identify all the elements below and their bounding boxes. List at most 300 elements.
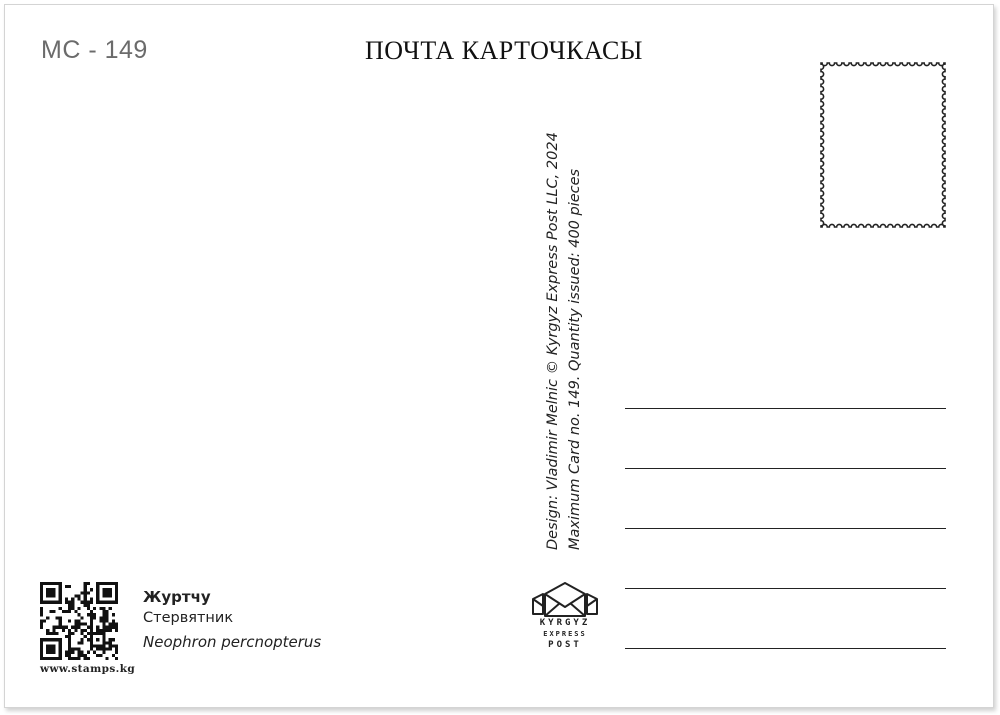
qr-module bbox=[40, 607, 43, 610]
qr-module bbox=[102, 607, 105, 610]
qr-module bbox=[74, 657, 77, 660]
qr-module bbox=[77, 613, 80, 616]
qr-module bbox=[59, 588, 62, 591]
qr-module bbox=[112, 613, 115, 616]
qr-module bbox=[74, 623, 77, 626]
qr-module bbox=[77, 623, 80, 626]
qr-module bbox=[52, 582, 55, 585]
qr-module bbox=[109, 623, 112, 626]
qr-module bbox=[49, 601, 52, 604]
qr-module bbox=[65, 654, 68, 657]
qr-module bbox=[65, 635, 68, 638]
qr-module bbox=[96, 629, 99, 632]
qr-module bbox=[112, 619, 115, 622]
qr-module bbox=[102, 635, 105, 638]
qr-module bbox=[49, 588, 52, 591]
qr-module bbox=[74, 594, 77, 597]
qr-module bbox=[90, 619, 93, 622]
qr-module bbox=[112, 601, 115, 604]
qr-module bbox=[84, 604, 87, 607]
qr-module bbox=[90, 635, 93, 638]
qr-module bbox=[40, 610, 43, 613]
qr-module bbox=[109, 594, 112, 597]
qr-module bbox=[40, 613, 43, 616]
qr-module bbox=[93, 644, 96, 647]
species-name-latin: Neophron percnopterus bbox=[143, 633, 322, 651]
qr-module bbox=[87, 604, 90, 607]
qr-module bbox=[87, 582, 90, 585]
qr-module bbox=[84, 635, 87, 638]
qr-module bbox=[40, 654, 43, 657]
species-name-kyrgyz: Журтчу bbox=[143, 588, 211, 606]
qr-module bbox=[62, 626, 65, 629]
qr-module bbox=[87, 601, 90, 604]
qr-module bbox=[84, 582, 87, 585]
qr-module bbox=[90, 632, 93, 635]
qr-module bbox=[46, 591, 49, 594]
qr-module bbox=[90, 626, 93, 629]
qr-module bbox=[68, 629, 71, 632]
logo-line-3: POST bbox=[548, 640, 582, 650]
qr-module bbox=[40, 638, 43, 641]
qr-module bbox=[40, 651, 43, 654]
qr-module bbox=[96, 654, 99, 657]
address-line bbox=[625, 588, 946, 589]
qr-module bbox=[99, 582, 102, 585]
qr-module bbox=[46, 638, 49, 641]
qr-module bbox=[102, 616, 105, 619]
stamp-perforated-border bbox=[821, 63, 945, 227]
address-line bbox=[625, 528, 946, 529]
qr-module bbox=[102, 644, 105, 647]
qr-module bbox=[115, 648, 118, 651]
qr-module bbox=[81, 654, 84, 657]
logo-line-1: KYRGYZ bbox=[539, 618, 591, 628]
qr-module bbox=[59, 616, 62, 619]
qr-module bbox=[59, 594, 62, 597]
qr-module bbox=[87, 632, 90, 635]
qr-module bbox=[43, 657, 46, 660]
qr-module bbox=[52, 648, 55, 651]
qr-module bbox=[62, 629, 65, 632]
qr-module bbox=[59, 638, 62, 641]
qr-module bbox=[59, 626, 62, 629]
qr-module bbox=[71, 657, 74, 660]
qr-module bbox=[40, 582, 43, 585]
qr-code-icon bbox=[40, 582, 118, 660]
stamp-placeholder-icon bbox=[818, 60, 948, 230]
species-caption bbox=[143, 588, 321, 651]
qr-module bbox=[109, 641, 112, 644]
qr-module bbox=[52, 638, 55, 641]
qr-module bbox=[96, 644, 99, 647]
qr-module bbox=[56, 632, 59, 635]
qr-module bbox=[81, 616, 84, 619]
qr-module bbox=[102, 632, 105, 635]
qr-module bbox=[115, 601, 118, 604]
qr-module bbox=[68, 644, 71, 647]
qr-module bbox=[87, 591, 90, 594]
qr-module bbox=[68, 610, 71, 613]
qr-module bbox=[84, 585, 87, 588]
qr-module bbox=[109, 644, 112, 647]
qr-module bbox=[81, 641, 84, 644]
qr-module bbox=[84, 588, 87, 591]
qr-module bbox=[115, 582, 118, 585]
qr-module bbox=[87, 613, 90, 616]
qr-module bbox=[71, 601, 74, 604]
qr-module bbox=[115, 588, 118, 591]
qr-module bbox=[59, 601, 62, 604]
qr-module bbox=[68, 619, 71, 622]
qr-module bbox=[106, 626, 109, 629]
qr-module bbox=[106, 601, 109, 604]
qr-module bbox=[46, 648, 49, 651]
qr-module bbox=[106, 591, 109, 594]
qr-module bbox=[102, 638, 105, 641]
qr-module bbox=[46, 588, 49, 591]
qr-module bbox=[68, 654, 71, 657]
qr-module bbox=[71, 648, 74, 651]
qr-module bbox=[115, 591, 118, 594]
qr-module bbox=[65, 598, 68, 601]
qr-module bbox=[46, 582, 49, 585]
qr-module bbox=[59, 654, 62, 657]
logo-line-2: EXPRESS bbox=[543, 630, 587, 638]
qr-module bbox=[71, 626, 74, 629]
qr-module bbox=[59, 607, 62, 610]
qr-module bbox=[106, 657, 109, 660]
qr-module bbox=[115, 644, 118, 647]
qr-module bbox=[46, 616, 49, 619]
qr-module bbox=[96, 648, 99, 651]
qr-module bbox=[68, 638, 71, 641]
qr-module bbox=[96, 601, 99, 604]
qr-module bbox=[59, 623, 62, 626]
species-name-russian: Стервятник bbox=[143, 610, 234, 626]
qr-module bbox=[59, 657, 62, 660]
qr-module bbox=[115, 626, 118, 629]
qr-module bbox=[81, 629, 84, 632]
qr-module bbox=[40, 598, 43, 601]
qr-module bbox=[43, 582, 46, 585]
qr-module bbox=[59, 582, 62, 585]
qr-module bbox=[68, 651, 71, 654]
qr-module bbox=[84, 598, 87, 601]
qr-module bbox=[59, 641, 62, 644]
qr-module bbox=[81, 591, 84, 594]
qr-module bbox=[59, 648, 62, 651]
qr-module bbox=[40, 594, 43, 597]
qr-module bbox=[52, 657, 55, 660]
qr-module bbox=[84, 601, 87, 604]
qr-module bbox=[40, 591, 43, 594]
qr-module bbox=[90, 598, 93, 601]
qr-module bbox=[99, 644, 102, 647]
qr-module bbox=[46, 657, 49, 660]
qr-module bbox=[102, 651, 105, 654]
qr-module bbox=[74, 629, 77, 632]
qr-module bbox=[96, 591, 99, 594]
qr-module bbox=[71, 651, 74, 654]
qr-module bbox=[102, 641, 105, 644]
address-line bbox=[625, 408, 946, 409]
qr-module bbox=[102, 610, 105, 613]
qr-module bbox=[52, 610, 55, 613]
qr-module bbox=[90, 623, 93, 626]
qr-module bbox=[84, 629, 87, 632]
qr-module bbox=[43, 601, 46, 604]
qr-module bbox=[99, 616, 102, 619]
qr-module bbox=[52, 651, 55, 654]
qr-module bbox=[93, 651, 96, 654]
qr-module bbox=[77, 657, 80, 660]
qr-module bbox=[52, 588, 55, 591]
qr-module bbox=[43, 638, 46, 641]
credits-design-line: Design: Vladimir Melnic © Kyrgyz Express Post LLC, 2024 bbox=[545, 132, 561, 550]
qr-module bbox=[52, 629, 55, 632]
qr-module bbox=[84, 623, 87, 626]
qr-module bbox=[62, 610, 65, 613]
qr-module bbox=[96, 585, 99, 588]
qr-module bbox=[68, 632, 71, 635]
qr-module bbox=[40, 657, 43, 660]
qr-module bbox=[102, 629, 105, 632]
qr-module bbox=[102, 591, 105, 594]
qr-module bbox=[112, 638, 115, 641]
qr-module bbox=[40, 619, 43, 622]
qr-module bbox=[96, 626, 99, 629]
qr-module bbox=[96, 638, 99, 641]
qr-module bbox=[56, 601, 59, 604]
qr-module bbox=[77, 619, 80, 622]
qr-module bbox=[40, 626, 43, 629]
qr-module bbox=[59, 619, 62, 622]
qr-module bbox=[106, 619, 109, 622]
credits bbox=[542, 110, 590, 550]
qr-module bbox=[87, 626, 90, 629]
qr-module bbox=[77, 651, 80, 654]
qr-module bbox=[106, 613, 109, 616]
qr-module bbox=[109, 601, 112, 604]
qr-module bbox=[49, 594, 52, 597]
qr-module bbox=[46, 594, 49, 597]
qr-module bbox=[106, 594, 109, 597]
qr-module bbox=[71, 598, 74, 601]
qr-module bbox=[96, 582, 99, 585]
qr-module bbox=[112, 582, 115, 585]
card-title: ПОЧТА КАРТОЧКАСЫ bbox=[365, 36, 643, 65]
qr-module bbox=[84, 657, 87, 660]
qr-module bbox=[68, 601, 71, 604]
qr-module bbox=[115, 657, 118, 660]
qr-module bbox=[109, 638, 112, 641]
qr-module bbox=[65, 651, 68, 654]
qr-module bbox=[102, 623, 105, 626]
qr-module bbox=[102, 594, 105, 597]
qr-module bbox=[102, 619, 105, 622]
qr-module bbox=[84, 594, 87, 597]
qr-module bbox=[90, 641, 93, 644]
qr-module bbox=[49, 632, 52, 635]
qr-module bbox=[77, 626, 80, 629]
qr-module bbox=[96, 588, 99, 591]
qr-module bbox=[56, 616, 59, 619]
qr-module bbox=[112, 626, 115, 629]
qr-module bbox=[77, 607, 80, 610]
qr-module bbox=[115, 598, 118, 601]
qr-module bbox=[90, 613, 93, 616]
qr-module bbox=[99, 601, 102, 604]
qr-module bbox=[49, 582, 52, 585]
qr-module bbox=[56, 638, 59, 641]
qr-module bbox=[56, 657, 59, 660]
qr-module bbox=[90, 648, 93, 651]
qr-module bbox=[68, 604, 71, 607]
qr-module bbox=[59, 598, 62, 601]
qr-module bbox=[56, 582, 59, 585]
qr-module bbox=[74, 626, 77, 629]
qr-module bbox=[93, 616, 96, 619]
qr-module bbox=[84, 654, 87, 657]
qr-module bbox=[59, 644, 62, 647]
qr-module bbox=[109, 648, 112, 651]
qr-module bbox=[93, 632, 96, 635]
qr-module bbox=[96, 632, 99, 635]
qr-module bbox=[74, 610, 77, 613]
qr-module bbox=[52, 626, 55, 629]
qr-module bbox=[106, 616, 109, 619]
qr-module bbox=[52, 644, 55, 647]
qr-module bbox=[90, 629, 93, 632]
qr-module bbox=[77, 594, 80, 597]
qr-module bbox=[68, 648, 71, 651]
qr-module bbox=[109, 582, 112, 585]
qr-module bbox=[112, 623, 115, 626]
qr-module bbox=[46, 601, 49, 604]
qr-module bbox=[65, 626, 68, 629]
qr-module bbox=[102, 588, 105, 591]
qr-module bbox=[46, 651, 49, 654]
website-url: www.stamps.kg bbox=[40, 663, 136, 675]
qr-module bbox=[49, 651, 52, 654]
qr-module bbox=[109, 588, 112, 591]
qr-module bbox=[90, 644, 93, 647]
qr-module bbox=[109, 591, 112, 594]
qr-module bbox=[90, 616, 93, 619]
qr-module bbox=[59, 651, 62, 654]
qr-module bbox=[99, 654, 102, 657]
qr-module bbox=[90, 610, 93, 613]
qr-module bbox=[52, 594, 55, 597]
qr-module bbox=[106, 582, 109, 585]
qr-module bbox=[109, 629, 112, 632]
qr-module bbox=[106, 629, 109, 632]
qr-module bbox=[93, 607, 96, 610]
qr-module bbox=[99, 648, 102, 651]
qr-module bbox=[90, 638, 93, 641]
qr-module bbox=[40, 588, 43, 591]
qr-module bbox=[87, 607, 90, 610]
qr-module bbox=[77, 648, 80, 651]
qr-module bbox=[99, 619, 102, 622]
qr-module bbox=[46, 629, 49, 632]
qr-module bbox=[112, 644, 115, 647]
qr-module bbox=[46, 632, 49, 635]
qr-module bbox=[115, 623, 118, 626]
qr-module bbox=[52, 601, 55, 604]
qr-module bbox=[49, 610, 52, 613]
qr-module bbox=[52, 632, 55, 635]
card-code: MC - 149 bbox=[41, 36, 148, 64]
address-line bbox=[625, 648, 946, 649]
qr-module bbox=[102, 601, 105, 604]
qr-module bbox=[112, 654, 115, 657]
qr-module bbox=[77, 654, 80, 657]
address-line bbox=[625, 468, 946, 469]
qr-module bbox=[68, 635, 71, 638]
qr-module bbox=[77, 598, 80, 601]
kyrgyz-express-post-logo bbox=[531, 582, 599, 662]
qr-module bbox=[87, 638, 90, 641]
qr-module bbox=[102, 582, 105, 585]
qr-module bbox=[115, 594, 118, 597]
qr-module bbox=[74, 648, 77, 651]
qr-module bbox=[40, 641, 43, 644]
qr-module bbox=[52, 591, 55, 594]
qr-module bbox=[49, 648, 52, 651]
qr-module bbox=[49, 644, 52, 647]
qr-module bbox=[40, 585, 43, 588]
qr-module bbox=[65, 610, 68, 613]
qr-module bbox=[49, 638, 52, 641]
qr-module bbox=[71, 632, 74, 635]
qr-module bbox=[99, 607, 102, 610]
qr-module bbox=[59, 585, 62, 588]
qr-module bbox=[81, 601, 84, 604]
qr-module bbox=[96, 594, 99, 597]
qr-module bbox=[115, 629, 118, 632]
qr-module bbox=[40, 623, 43, 626]
qr-module bbox=[81, 632, 84, 635]
qr-module bbox=[102, 648, 105, 651]
qr-module bbox=[68, 585, 71, 588]
qr-module bbox=[115, 585, 118, 588]
qr-module bbox=[90, 588, 93, 591]
qr-module bbox=[71, 607, 74, 610]
qr-module bbox=[49, 591, 52, 594]
qr-module bbox=[65, 601, 68, 604]
qr-module bbox=[87, 651, 90, 654]
qr-module bbox=[68, 657, 71, 660]
qr-module bbox=[115, 651, 118, 654]
qr-module bbox=[102, 613, 105, 616]
qr-module bbox=[84, 591, 87, 594]
qr-module bbox=[106, 588, 109, 591]
qr-module bbox=[49, 657, 52, 660]
qr-module bbox=[68, 641, 71, 644]
qr-module bbox=[68, 607, 71, 610]
qr-module bbox=[56, 626, 59, 629]
qr-module bbox=[81, 623, 84, 626]
qr-module bbox=[40, 601, 43, 604]
qr-module bbox=[99, 632, 102, 635]
qr-module bbox=[102, 626, 105, 629]
qr-module bbox=[93, 613, 96, 616]
qr-module bbox=[71, 604, 74, 607]
qr-module bbox=[87, 657, 90, 660]
qr-module bbox=[109, 626, 112, 629]
